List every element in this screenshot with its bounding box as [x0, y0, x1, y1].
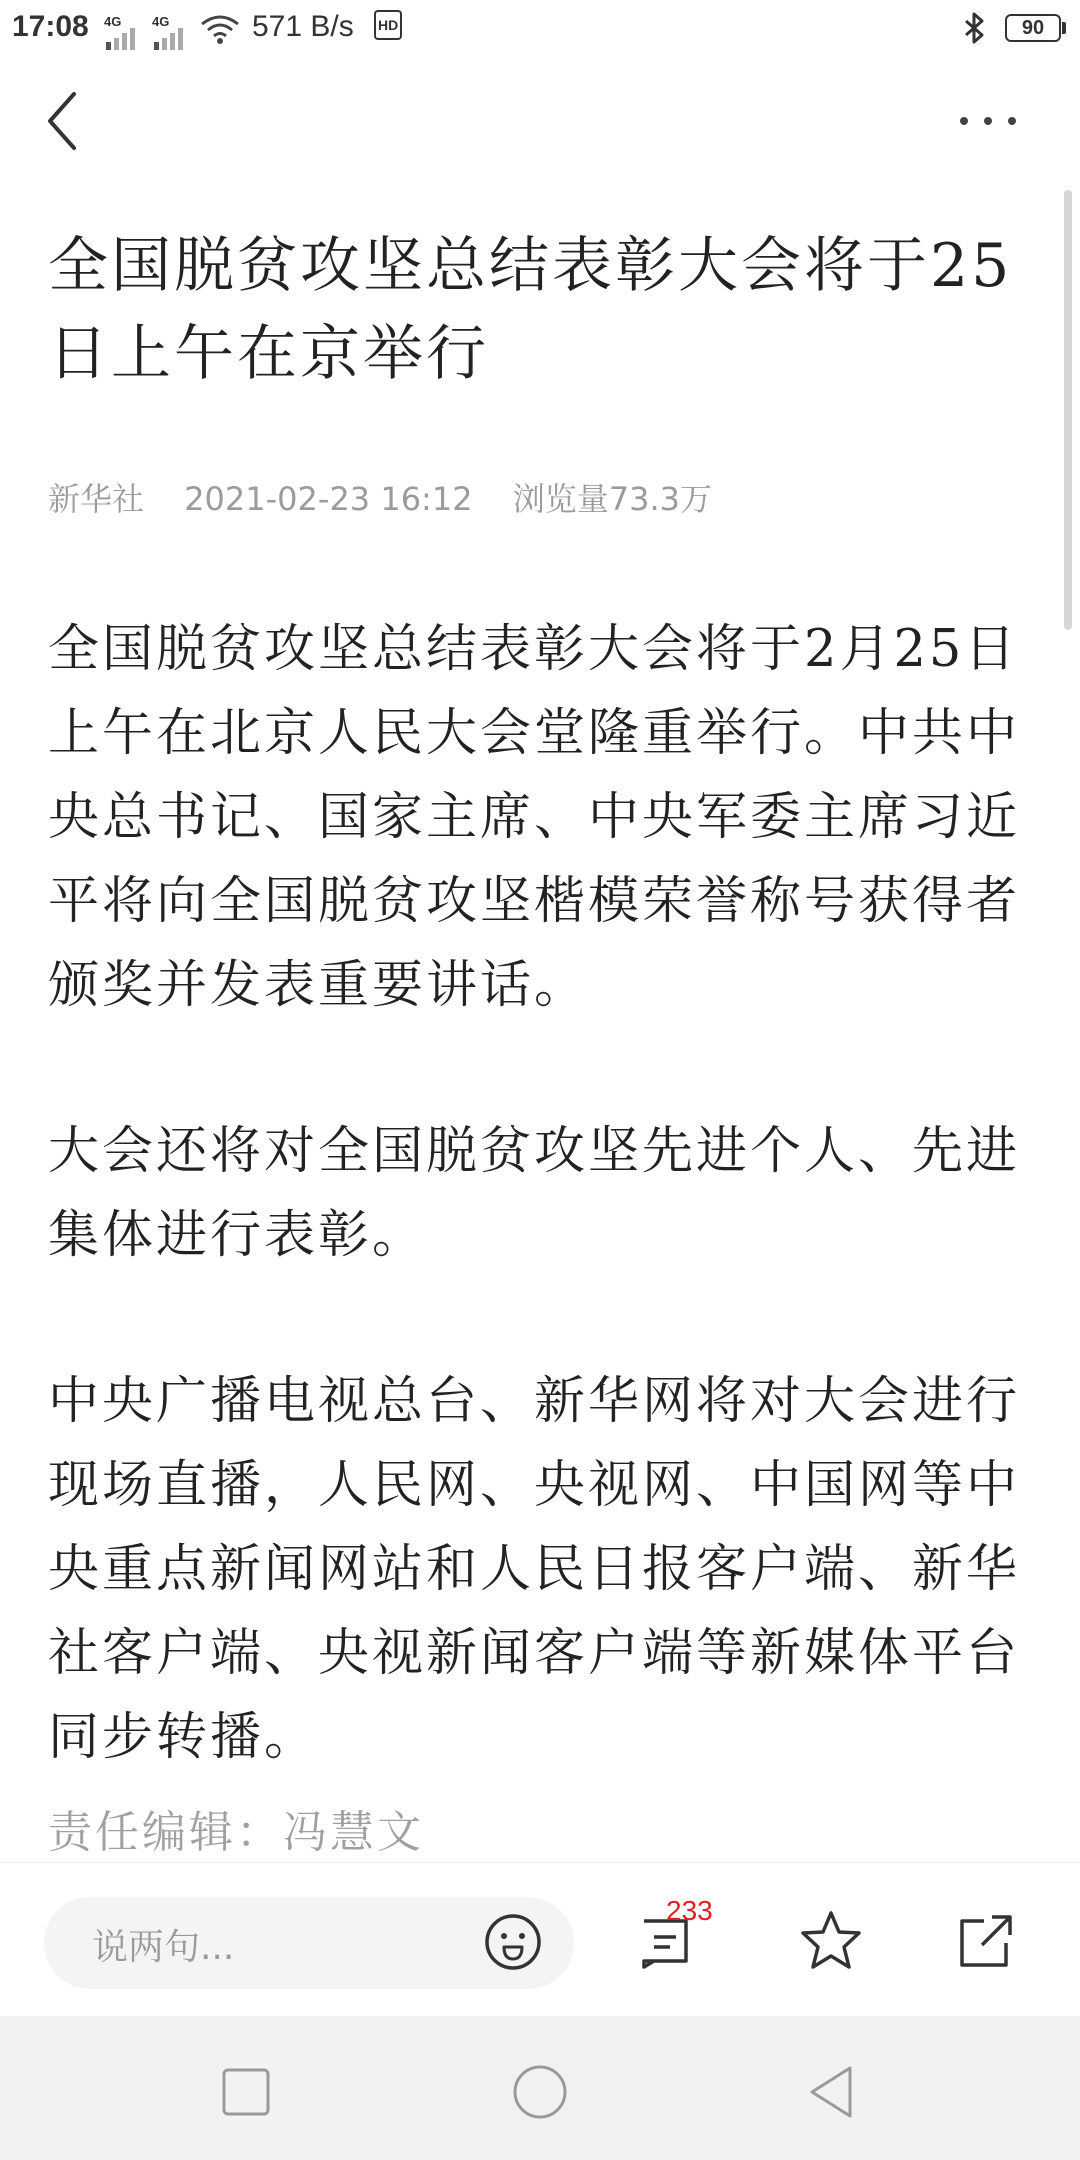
system-nav-bar: [0, 2016, 1080, 2160]
more-options-button[interactable]: [950, 86, 1030, 156]
comment-count-badge: 233: [666, 1895, 713, 1926]
star-outline-icon: [796, 1905, 866, 1975]
recent-apps-button[interactable]: [206, 2052, 286, 2132]
article-editor: 责任编辑：冯慧文: [48, 1807, 424, 1858]
bluetooth-icon: [962, 12, 986, 44]
smiley-icon: [478, 1907, 548, 1977]
chevron-left-icon: [30, 86, 100, 156]
more-horizontal-icon: [950, 86, 1030, 156]
article-source: 新华社: [48, 480, 145, 518]
article-datetime: 2021-02-23 16:12: [184, 480, 473, 518]
comment-placeholder: 说两句...: [92, 1927, 235, 1968]
action-bar: [0, 1862, 1080, 2017]
status-time: 17:08: [12, 10, 89, 43]
article-paragraph: 大会还将对全国脱贫攻坚先进个人、先进集体进行表彰。: [48, 1122, 1021, 1265]
article-paragraph: 全国脱贫攻坚总结表彰大会将于2月25日上午在北京人民大会堂隆重举行。中共中央总书记、国家主席、中央军委主席习近平将向全国脱贫攻坚楷模荣誉称号获得者颁奖并发表重要讲话。: [48, 620, 1021, 1015]
hd-badge: HD: [374, 10, 402, 40]
wifi-icon: [200, 14, 240, 44]
status-bar: [0, 0, 1080, 56]
scrollbar[interactable]: [1064, 190, 1072, 630]
triangle-left-icon: [794, 2052, 874, 2132]
article-views: 浏览量73.3万: [512, 480, 712, 518]
signal-label-1: 4G: [104, 14, 122, 29]
favorite-button[interactable]: [796, 1905, 866, 1975]
share-button[interactable]: [950, 1907, 1020, 1977]
network-speed: 571 B/s: [252, 10, 354, 43]
signal-bars-icon: [106, 28, 138, 50]
square-icon: [206, 2052, 286, 2132]
top-bar: [0, 56, 1080, 186]
emoji-button[interactable]: [478, 1907, 548, 1977]
battery-indicator: 90: [1005, 14, 1061, 42]
circle-icon: [500, 2052, 580, 2132]
share-external-icon: [950, 1907, 1020, 1977]
signal-bars-icon: [154, 28, 186, 50]
article-body: [48, 608, 1038, 1862]
article-title: 全国脱贫攻坚总结表彰大会将于25日上午在京举行: [48, 231, 1013, 389]
article-meta: [48, 474, 742, 520]
article-paragraph: 中央广播电视总台、新华网将对大会进行现场直播，人民网、央视网、中国网等中央重点新闻网站和人民日报客户端、新华社客户端、央视新闻客户端等新媒体平台同步转播。: [48, 1372, 1021, 1767]
home-button[interactable]: [500, 2052, 580, 2132]
signal-label-2: 4G: [152, 14, 170, 29]
back-button[interactable]: [30, 86, 100, 156]
nav-back-button[interactable]: [794, 2052, 874, 2132]
battery-tip: [1062, 22, 1066, 34]
